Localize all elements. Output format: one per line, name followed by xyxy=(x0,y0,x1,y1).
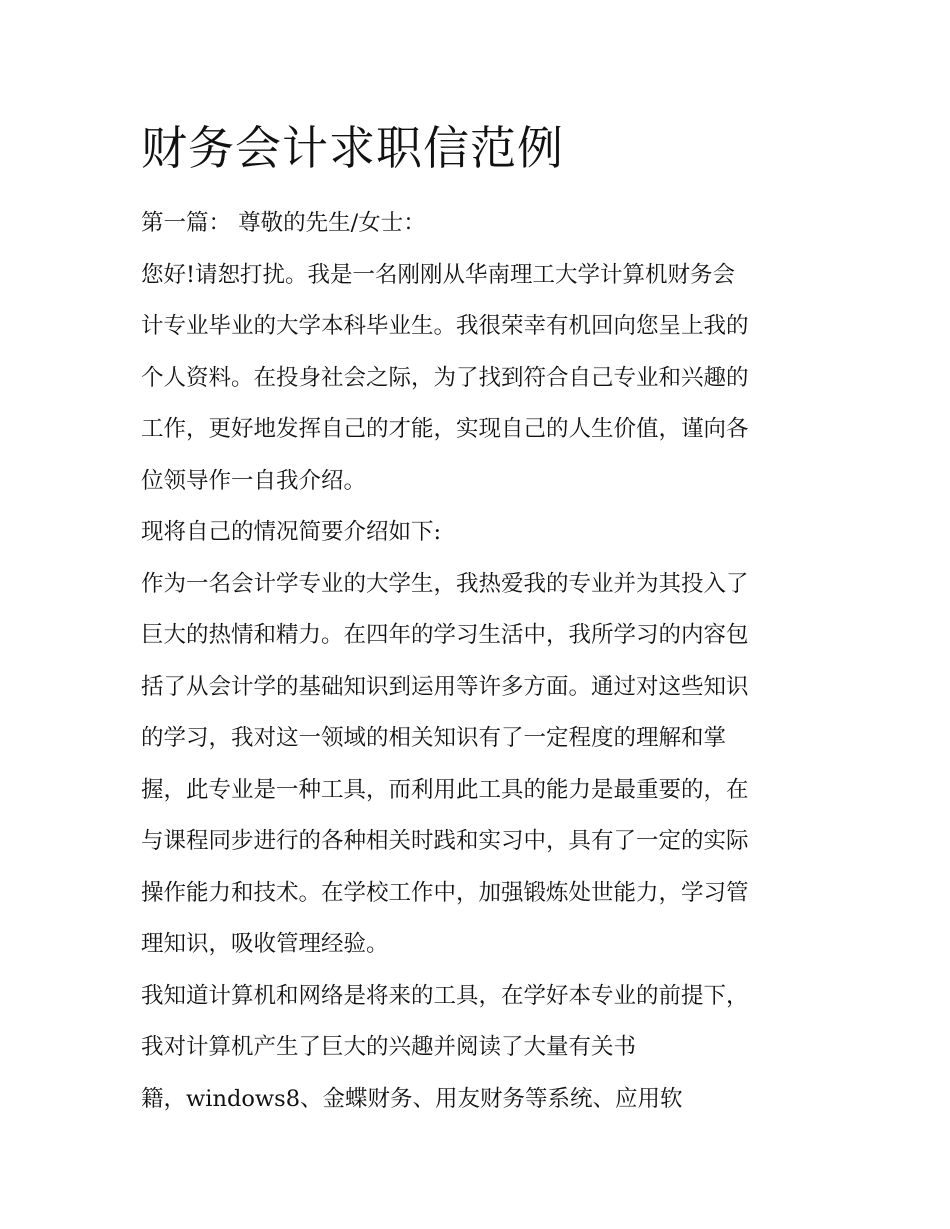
body-line: 与课程同步进行的各种相关时践和实习中，具有了一定的实际 xyxy=(141,828,749,854)
document-body xyxy=(141,198,813,1125)
body-line: 个人资料。在投身社会之际，为了找到符合自己专业和兴趣的 xyxy=(141,364,749,391)
document-title: 财务会计求职信范例 xyxy=(141,121,564,175)
body-line: 操作能力和技术。在学校工作中，加强锻炼处世能力，学习管 xyxy=(141,879,749,906)
body-line: 计专业毕业的大学本科毕业生。我很荣幸有机回向您呈上我的 xyxy=(141,313,749,339)
body-line: 工作，更好地发挥自己的才能，实现自己的人生价值，谨向各 xyxy=(141,416,749,442)
body-line: 的学习，我对这一领域的相关知识有了一定程度的理解和掌 xyxy=(141,725,727,751)
body-line: 括了从会计学的基础知识到运用等许多方面。通过对这些知识 xyxy=(141,673,749,700)
body-line: 我知道计算机和网络是将来的工具，在学好本专业的前提下， xyxy=(141,982,749,1009)
body-line: 作为一名会计学专业的大学生，我热爱我的专业并为其投入了 xyxy=(141,570,749,597)
body-line: 巨大的热情和精力。在四年的学习生活中，我所学习的内容包 xyxy=(141,622,749,648)
body-line: 现将自己的情况简要介绍如下: xyxy=(141,519,442,545)
body-line: 位领导作一自我介绍。 xyxy=(141,467,367,494)
body-line: 握，此专业是一种工具，而利用此工具的能力是最重要的，在 xyxy=(141,776,749,803)
body-line: 我对计算机产生了巨大的兴趣并阅读了大量有关书 xyxy=(141,1034,637,1060)
body-line: 第一篇： 尊敬的先生/女士： xyxy=(141,210,426,236)
body-line: 您好!请恕打扰。我是一名刚刚从华南理工大学计算机财务会 xyxy=(141,261,736,288)
body-line: 理知识，吸收管理经验。 xyxy=(141,931,389,957)
body-line: 籍，windows8、金蝶财务、用友财务等系统、应用软 xyxy=(141,1085,683,1112)
